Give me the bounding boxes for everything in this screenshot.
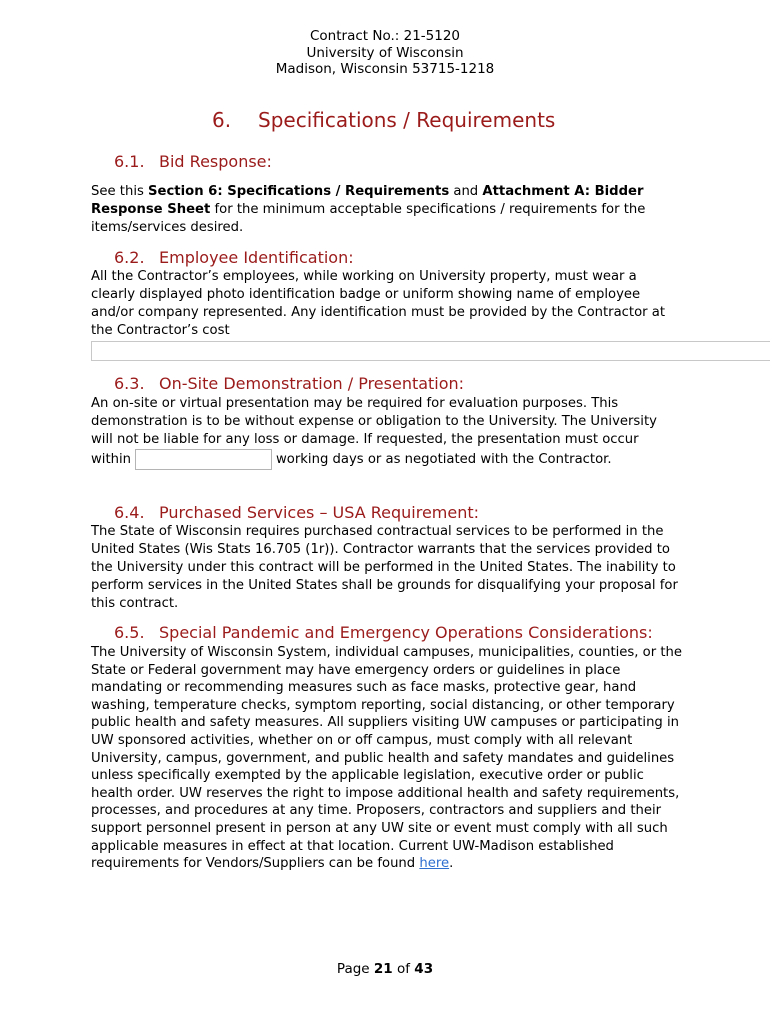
page-total: 43 bbox=[414, 961, 434, 977]
vendor-requirements-link[interactable]: here bbox=[419, 856, 450, 872]
text-run: The University of Wisconsin System, individual campuses, municipalities, counties, or the State or Federal government may have emergency orders or guidelines in place mandating or recommending measures such as face masks, protective gear, hand washing, temperature checks, symptom reporting, social distancing, or other temporary public health and safety measures. All suppliers visiting UW campuses or participating in UW sponsored activities, whether on or off campus, must comply with all relevant University, campus, government, and public health and safety mandates and guidelines unless specifically exempted by the applicable legislation, executive order or public health order. UW reserves the right to impose additional health and safety requirements, processes, and procedures at any time. Proposers, contractors and suppliers and their support personnel present in person at any UW site or event must comply with all such applicable measures in effect at that location. Current UW-Madison established requirements for Vendors/Suppliers can be found bbox=[91, 645, 682, 872]
subsection-title: On-Site Demonstration / Presentation: bbox=[159, 374, 465, 393]
working-days-field[interactable] bbox=[135, 449, 272, 470]
subsection-number: 6.3. bbox=[114, 374, 145, 393]
bold-text-run: Attachment A: Bidder Response Sheet bbox=[91, 184, 644, 217]
subsection-number: 6.2. bbox=[114, 248, 145, 267]
usa-requirement-paragraph: The State of Wisconsin requires purchased contractual services to be performed in the United States (Wis Stats 16.705 (1r)). Contractor warrants that the services provided to the University under this contract will be performed in the United States. The inability to perform services in the United States shall be grounds for disqualifying your proposal for this contract. bbox=[91, 524, 678, 611]
subsection-title: Employee Identification: bbox=[159, 248, 354, 267]
bid-response-paragraph bbox=[91, 183, 691, 237]
university-address: Madison, Wisconsin 53715-1218 bbox=[275, 61, 495, 77]
university-name: University of Wisconsin bbox=[306, 44, 464, 61]
subsection-title: Special Pandemic and Emergency Operations Considerations: bbox=[159, 623, 653, 642]
employee-id-paragraph: All the Contractor’s employees, while working on University property, must wear a clearly displayed photo identification badge or uniform showing name of employee and/or company represented. Any identification must be provided by the Contractor at the Contractor’s cost bbox=[91, 269, 666, 338]
section-title: Specifications / Requirements bbox=[258, 108, 556, 132]
text-run: for the minimum acceptable specifications / requirements for the items/services desired. bbox=[91, 202, 646, 235]
demonstration-paragraph bbox=[91, 395, 676, 472]
contract-header bbox=[0, 28, 770, 78]
employee-id-text-field[interactable] bbox=[91, 341, 770, 361]
contract-number: Contract No.: 21-5120 bbox=[309, 28, 461, 44]
page-label: Page bbox=[336, 961, 374, 977]
subsection-number: 6.4. bbox=[114, 503, 145, 522]
page-number: 21 bbox=[373, 961, 393, 977]
subsection-number: 6.1. bbox=[114, 152, 145, 171]
text-run: and bbox=[449, 184, 483, 199]
subsection-title: Purchased Services – USA Requirement: bbox=[159, 503, 480, 522]
subsection-title: Bid Response: bbox=[159, 152, 272, 171]
pandemic-paragraph bbox=[91, 644, 683, 873]
page-footer bbox=[0, 961, 770, 977]
page-of-label: of bbox=[392, 961, 415, 977]
text-run: See this bbox=[91, 184, 149, 199]
subsection-number: 6.5. bbox=[114, 623, 145, 642]
section-number: 6. bbox=[212, 108, 232, 132]
text-run: . bbox=[449, 856, 454, 872]
text-run: working days or as negotiated with the Contractor. bbox=[276, 452, 612, 468]
bold-text-run: Section 6: Specifications / Requirements bbox=[148, 184, 450, 199]
text-run: An on-site or virtual presentation may be required for evaluation purposes. This demonstration is to be without expense or obligation to the University. The University will not be liable for any loss or damage. If requested, the presentation must occur within bbox=[91, 396, 657, 468]
